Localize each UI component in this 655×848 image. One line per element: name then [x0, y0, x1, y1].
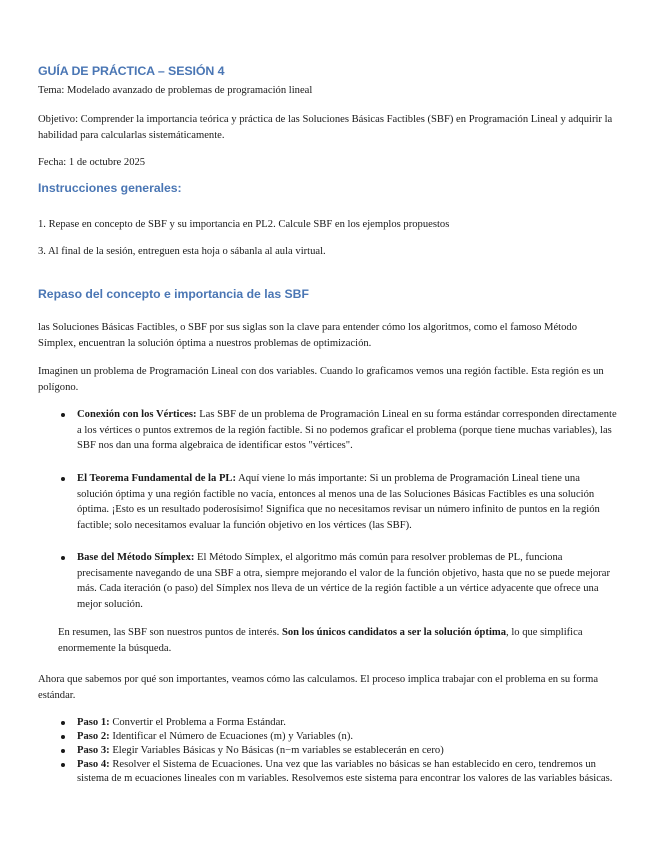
- bullet-vertices-text: Las SBF de un problema de Programación Lineal en su forma estándar corresponden directamente a los vértices o puntos extremos de la región factible. Si no podemos graficar el problema (porque tiene muchas variables), las SBF nos dan una forma algebraica de identificar estos "vértices".: [77, 409, 617, 452]
- page-title: GUÍA DE PRÁCTICA – SESIÓN 4: [38, 64, 225, 78]
- resumen-post: , lo que simplifica enormemente la búsqueda.: [58, 627, 583, 654]
- instruccion-3: 3. Al final de la sesión, entreguen esta hoja o sábanla al aula virtual.: [38, 246, 326, 257]
- fecha-line: Fecha: 1 de octubre 2025: [38, 157, 146, 168]
- bullet-teorema-title: El Teorema Fundamental de la PL:: [77, 473, 237, 484]
- instruccion-1: 1. Repase en concepto de SBF y su importancia en PL2. Calcule SBF en los ejemplos propuestos: [38, 219, 450, 230]
- repaso-paragraph-1: las Soluciones Básicas Factibles, o SBF por sus siglas son la clave para entender cómo los algoritmos, como el famoso Método Símplex, encuentran la solución óptima a nuestros problemas de optimización.: [38, 322, 578, 349]
- paso-1-text: Convertir el Problema a Forma Estándar.: [109, 717, 286, 728]
- instrucciones-heading: Instrucciones generales:: [38, 181, 182, 195]
- paso-2-text: Identificar el Número de Ecuaciones (m) y Variables (n).: [109, 731, 354, 742]
- repaso-heading: Repaso del concepto e importancia de las SBF: [38, 287, 309, 301]
- proceso-paragraph: Ahora que sabemos por qué son importantes, veamos cómo las calculamos. El proceso implica trabajar con el problema en su forma estándar.: [38, 674, 599, 701]
- objetivo-paragraph: Objetivo: Comprender la importancia teórica y práctica de las Soluciones Básicas Factibles (SBF) en Programación Lineal y adquirir la habilidad para calcularlas sistemáticamente.: [38, 114, 613, 141]
- paso-2: [77, 730, 617, 744]
- paso-4-label: Paso 4:: [77, 759, 110, 770]
- paso-3-label: Paso 3:: [77, 745, 110, 756]
- resumen-paragraph: [58, 625, 618, 656]
- resumen-pre: En resumen, las SBF son nuestros puntos de interés.: [58, 627, 282, 638]
- bullet-simplex-text: El Método Símplex, el algoritmo más común para resolver problemas de PL, funciona precisamente navegando de una SBF a otra, siempre mejorando el valor de la función objetivo, hasta que no se puede mejorar más. Cada iteración (o paso) del Símplex nos lleva de un vértice de la región factible a un vértice adyacente que ofrece una mejor solución.: [77, 552, 611, 610]
- repaso-paragraph-2: Imaginen un problema de Programación Lineal con dos variables. Cuando lo graficamos vemos una región factible. Esta región es un polígono.: [38, 366, 604, 393]
- bullet-teorema: [77, 471, 617, 533]
- bullet-vertices: [77, 407, 617, 454]
- paso-4-text: Resolver el Sistema de Ecuaciones. Una vez que las variables no básicas se han establecido en cero, tendremos un sistema de m ecuaciones lineales con m variables. Resolvemos este sistema para encontrar los valores de las variables básicas.: [77, 759, 613, 785]
- resumen-bold: Son los únicos candidatos a ser la solución óptima: [281, 627, 507, 638]
- bullet-simplex: [77, 550, 617, 612]
- bullet-simplex-title: Base del Método Símplex:: [77, 552, 195, 563]
- tema-line: Tema: Modelado avanzado de problemas de programación lineal: [38, 85, 313, 96]
- paso-3-text: Elegir Variables Básicas y No Básicas (n−m variables se establecerán en cero): [109, 745, 444, 756]
- paso-1: [77, 716, 617, 730]
- bullet-vertices-title: Conexión con los Vértices:: [77, 409, 197, 420]
- paso-3: [77, 744, 617, 758]
- bullet-teorema-text: Aquí viene lo más importante: Si un problema de Programación Lineal tiene una solución óptima y una región factible no vacía, entonces al menos una de las Soluciones Básicas Factibles es una solución óptima. ¡Esto es un resultado poderosísimo! Significa que no necesitamos revisar un número infinito de puntos en la región factible; solo necesitamos evaluar la función objetivo en los vértices (las SBF).: [77, 473, 600, 531]
- paso-4: [77, 758, 617, 787]
- paso-1-label: Paso 1:: [77, 717, 110, 728]
- paso-2-label: Paso 2:: [77, 731, 110, 742]
